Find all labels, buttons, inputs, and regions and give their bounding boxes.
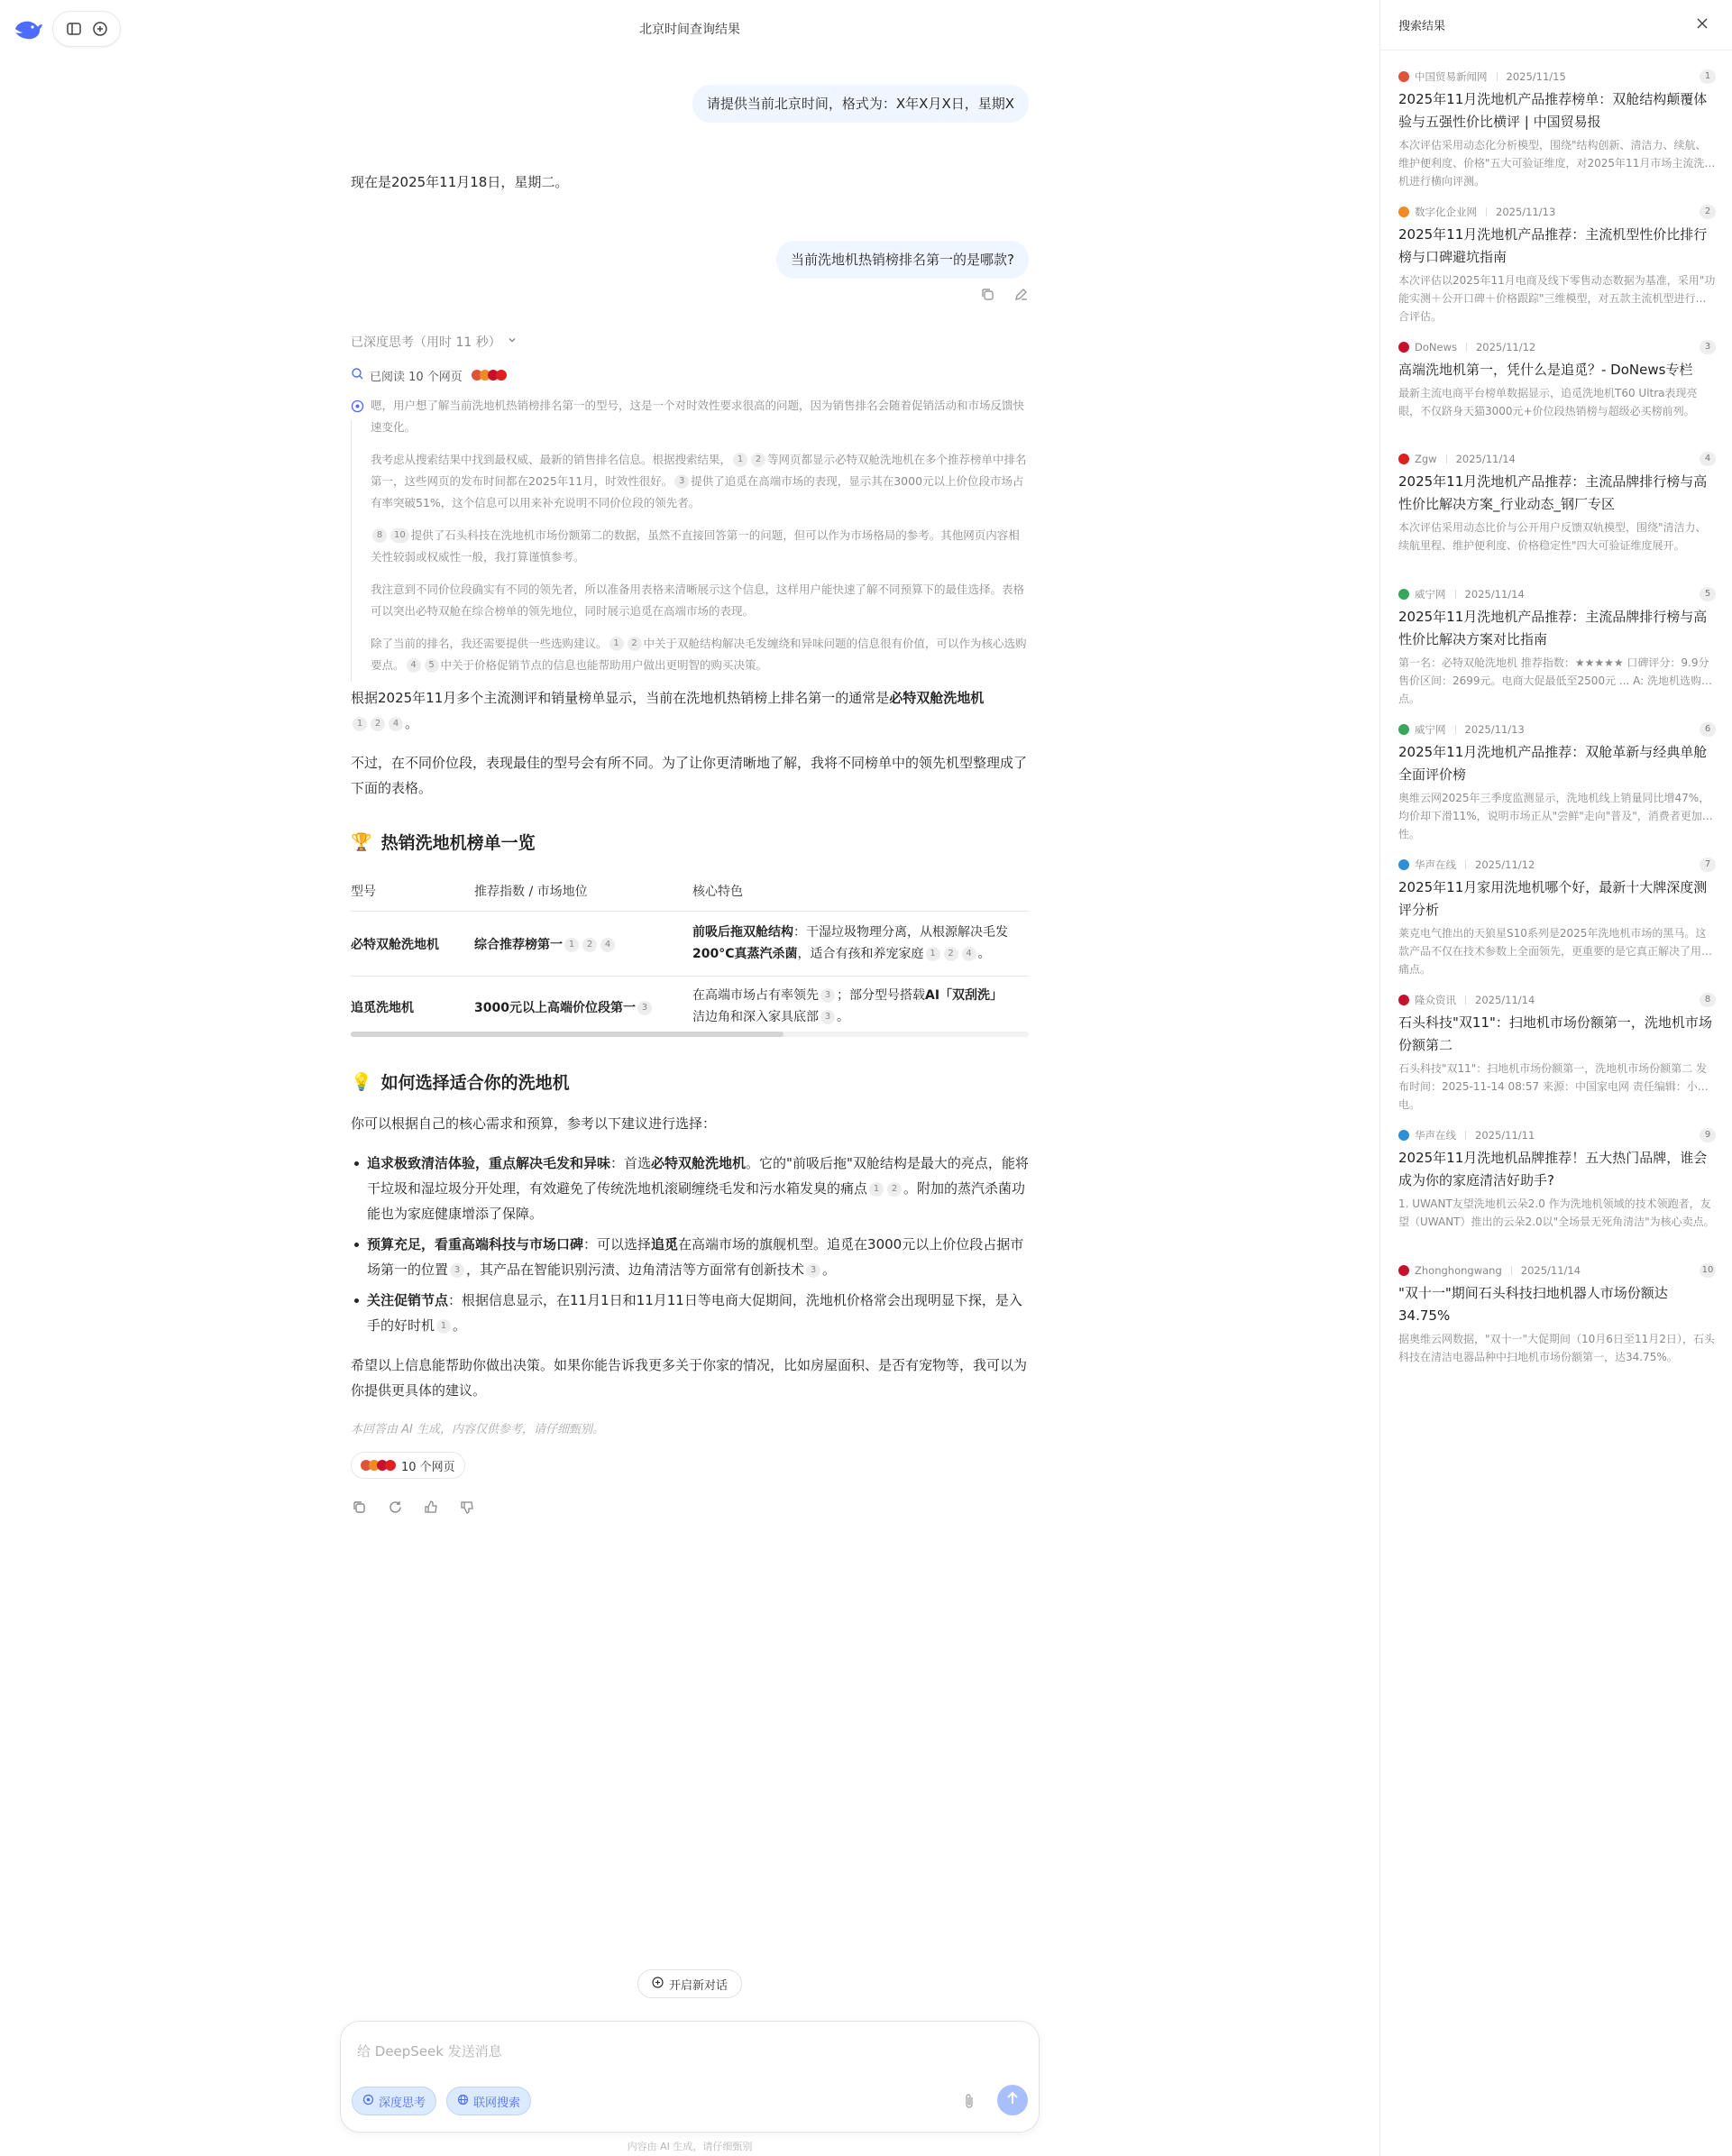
table-scrollbar[interactable] (351, 1032, 1029, 1037)
new-chat-button[interactable] (637, 1969, 742, 1998)
result-snippet: 据奥维云网数据，"双十一"大促期间（10月6日至11月2日），石头科技在清洁电器品种中扫地机市场份额第一，达34.75%。 (1398, 1333, 1715, 1363)
result-snippet: 本次评估采用动态化分析模型，围绕"结构创新、清洁力、续航、维护便利度、价格"五大可验证维度，对2025年11月市场主流洗地机进行横向评测。 (1398, 139, 1716, 188)
site-favicon-icon (1398, 859, 1409, 870)
table-cell: 3000元以上高端价位段第一 (474, 1001, 636, 1015)
search-result-card[interactable] (1398, 69, 1716, 188)
answer-paragraph: 希望以上信息能帮助你做出决策。如果你能告诉我更多关于你家的情况，比如房屋面积、是否有宠物等，我可以为你提供更具体的建议。 (351, 1357, 1028, 1399)
section-heading: 💡 如何选择适合你的洗地机 (351, 1072, 570, 1093)
result-number: 7 (1700, 858, 1716, 872)
attachment-icon[interactable] (961, 2092, 979, 2110)
arrow-up-icon (1006, 2091, 1019, 2109)
result-source: 华声在线 (1415, 1129, 1456, 1142)
close-icon[interactable] (1695, 16, 1711, 32)
search-result-card[interactable] (1398, 586, 1716, 705)
user-message: 当前洗地机热销榜排名第一的是哪款? (776, 241, 1029, 279)
lightbulb-icon: 💡 (351, 1072, 372, 1092)
deep-think-label: 深度思考 (379, 2096, 426, 2110)
plus-circle-icon (652, 1977, 664, 1992)
result-number: 4 (1700, 452, 1716, 466)
message-composer[interactable] (340, 2021, 1040, 2133)
read-count: 已阅读 10 个网页 (370, 370, 463, 384)
site-favicon-icon (1398, 454, 1409, 464)
sources-label: 10 个网页 (401, 1460, 455, 1474)
site-favicon-icon (1398, 71, 1409, 82)
read-webpages-row[interactable] (351, 366, 1029, 384)
result-number: 1 (1700, 69, 1716, 84)
site-favicon-icon (1398, 995, 1409, 1005)
result-title[interactable]: 高端洗地机第一，凭什么是追觅？- DoNews专栏 (1398, 362, 1693, 378)
result-snippet: 最新主流电商平台榜单数据显示，追觅洗地机T60 Ultra表现亮眼，不仅跻身天猫3000元+价位段热销榜与超级必买榜前列。 (1398, 387, 1698, 417)
copy-icon[interactable] (351, 1499, 367, 1515)
table-header: 型号 (351, 885, 376, 899)
result-snippet: 1. UWANT友望洗地机云朵2.0 作为洗地机领域的技术领跑者，友望（UWANT）推出的云朵2.0以"全场景无死角清洁"为核心卖点。 (1398, 1197, 1715, 1228)
result-title[interactable]: 2025年11月洗地机产品推荐榜单：双舱结构颠覆体验与五强性价比横评 | 中国贸易报 (1398, 91, 1708, 130)
result-date: 2025/11/12 (1475, 341, 1536, 353)
result-snippet: 莱克电气推出的天狼星S10系列是2025年洗地机市场的黑马。这款产品不仅在技术参数上全面领先，更重要的是它真正解决了用户痛点。 (1398, 927, 1713, 976)
result-source: 隆众资讯 (1415, 994, 1456, 1006)
result-title[interactable]: 2025年11月洗地机产品推荐：双舱革新与经典单舱全面评价榜 (1398, 744, 1708, 783)
search-results-panel (1379, 0, 1731, 2156)
result-number: 2 (1700, 205, 1716, 219)
result-date: 2025/11/15 (1506, 70, 1566, 83)
result-source: 威宁网 (1415, 723, 1446, 736)
thinking-body: 我考虑从搜索结果中找到最权威、最新的销售排名信息。根据搜索结果， 1 2 等网页都显示必特双舱洗地机在多个推荐榜单中排名第一，这些网页的发布时间都在2025年11月，时效性很好。 3 提供了追觅在高端市场的表现，显示其在3000元以上价位段市场占有率突破51%，这个信息可以用来补充说明不同价位段的领先者。 8 10 提供了石头科技在洗地机市场份额第二的数据，虽然不直接回答第一的问题，但可以作为市场格局的参考。其他网页内容相关性较弱或权威性一般，我打算谨慎参考。 我注意到不同价位段确实有不同的领先者，所以准备用表格来清晰展示这个信息，这样用户能快速了解不同预算下的最佳选择。表格可以突出必特双舱在综合榜单的领先地位，同时展示追觅在高端市场的表现。 除了当前的排名，我还需要提供一些选购建议。 1 2 中关于双舱结构解决毛发缠绕和异味问题的信息很有价值，可以作为核心选购要点。 4 5 中关于价格促销节点的信息也能帮助用户做出更明智的购买决策。 (351, 449, 1029, 676)
ai-disclaimer: 本回答由 AI 生成，内容仅供参考，请仔细甄别。 (351, 1423, 604, 1436)
search-result-card[interactable] (1398, 204, 1716, 323)
ranking-table: 型号 推荐指数 / 市场地位 核心特色 必特双舱洗地机 综合推荐榜第一 1 2 4 前吸后拖双舱结构：干湿垃圾物理分离，从根源解决毛发 200°C真蒸汽杀菌，适合有孩和养宠家庭 1 2 4 。 追觅洗地机 3000元以上高端价位段第一 3 在高端市场占有率领先 3 ；部分型号搭载AI「双刮洗」 洁边角和深入家具底部 3 。 (351, 882, 1029, 1037)
result-date: 2025/11/11 (1475, 1129, 1535, 1142)
table-header: 推荐指数 / 市场地位 (474, 885, 588, 899)
search-result-card[interactable] (1398, 992, 1716, 1111)
list-item: 关注促销节点：根据信息显示，在11月1日和11月11日等电商大促期间，洗地机价格常会出现明显下探，是入手的好时机 1 。 (351, 1288, 1029, 1338)
sources-button[interactable] (351, 1452, 465, 1479)
search-result-card[interactable] (1398, 857, 1716, 976)
result-number: 8 (1700, 993, 1716, 1007)
new-chat-label: 开启新对话 (668, 1978, 728, 1993)
assistant-message: 现在是2025年11月18日，星期二。 (351, 174, 569, 190)
result-snippet: 第一名：必特双舱洗地机 推荐指数：★★★★★ 口碑评分：9.9分 售价区间：2699元。电商大促最低至2500元 ... A: 洗地机选购要点。 (1398, 656, 1713, 705)
chevron-down-icon (507, 335, 518, 349)
thumbs-up-icon[interactable] (423, 1499, 439, 1515)
section-heading: 🏆 热销洗地机榜单一览 (351, 832, 536, 853)
search-result-card[interactable] (1398, 721, 1716, 840)
result-number: 5 (1700, 587, 1716, 601)
result-source: 威宁网 (1415, 588, 1446, 601)
site-favicon-icon (1398, 206, 1409, 217)
table-header: 核心特色 (692, 885, 743, 899)
panel-title: 搜索结果 (1398, 20, 1446, 33)
search-icon (351, 367, 364, 384)
site-favicon-icon (1398, 1130, 1409, 1141)
thinking-text (351, 395, 1029, 438)
deep-thinking-label: 已深度思考（用时 11 秒） (351, 335, 501, 350)
result-source: 中国贸易新闻网 (1415, 70, 1488, 83)
result-date: 2025/11/14 (1520, 1264, 1581, 1277)
web-search-button[interactable] (446, 2087, 531, 2115)
list-item: 预算充足，看重高端科技与市场口碑：可以选择追觅在高端市场的旗舰机型。追觅在3000元以上价位段占据市场第一的位置 3 ，其产品在智能识别污渍、边角清洁等方面常有创新技术 3 。 (351, 1232, 1029, 1282)
result-snippet: 石头科技"双11"：扫地机市场份额第一，洗地机市场份额第二 发布时间：2025-11-14 08:57 来源：中国家电网 责任编辑：小家电。 (1398, 1062, 1709, 1111)
site-favicon-icon (1398, 342, 1409, 353)
result-title[interactable]: 2025年11月家用洗地机哪个好，最新十大牌深度测评分析 (1398, 879, 1708, 918)
source-favicons (472, 370, 507, 381)
site-favicon-icon (1398, 1265, 1409, 1276)
footer-note: 内容由 AI 生成，请仔细甄别 (627, 2141, 753, 2152)
search-result-card[interactable] (1398, 1127, 1716, 1231)
result-title[interactable]: 石头科技"双11"：扫地机市场份额第一，洗地机市场份额第二 (1398, 1014, 1712, 1053)
result-number: 9 (1700, 1128, 1716, 1142)
table-cell: 追觅洗地机 (351, 1001, 414, 1015)
result-date: 2025/11/14 (1464, 588, 1525, 601)
thumbs-down-icon[interactable] (459, 1499, 475, 1515)
table-cell: 在高端市场占有率领先 3 ；部分型号搭载AI「双刮洗」 洁边角和深入家具底部 3 。 (692, 988, 1003, 1024)
table-cell: 综合推荐榜第一 (474, 938, 563, 952)
user-message: 请提供当前北京时间，格式为：X年X月X日，星期X (692, 85, 1029, 123)
result-title[interactable]: 2025年11月洗地机品牌推荐！五大热门品牌，谁会成为你的家庭清洁好助手? (1398, 1150, 1708, 1188)
result-source: Zgw (1415, 453, 1437, 465)
deep-think-button[interactable] (352, 2087, 436, 2115)
result-title[interactable]: "双十一"期间石头科技扫地机器人市场份额达34.75% (1398, 1285, 1668, 1324)
source-favicons (361, 1460, 396, 1471)
result-title[interactable]: 2025年11月洗地机产品推荐：主流品牌排行榜与高性价比解决方案_行业动态_钢厂专区 (1398, 473, 1708, 512)
result-date: 2025/11/14 (1475, 994, 1535, 1006)
result-date: 2025/11/13 (1496, 206, 1556, 218)
table-cell: 前吸后拖双舱结构：干湿垃圾物理分离，从根源解决毛发 200°C真蒸汽杀菌，适合有孩和养宠家庭 1 2 4 。 (692, 925, 1008, 961)
result-date: 2025/11/12 (1475, 858, 1535, 871)
web-search-label: 联网搜索 (473, 2096, 521, 2110)
search-result-card[interactable] (1398, 339, 1716, 420)
answer-paragraph: 不过，在不同价位段，表现最佳的型号会有所不同。为了让你更清晰地了解，我将不同榜单中的领先机型整理成了下面的表格。 (351, 755, 1028, 796)
search-result-card[interactable] (1398, 1262, 1716, 1366)
message-input[interactable]: 给 DeepSeek 发送消息 (357, 2043, 502, 2060)
result-snippet: 本次评估采用动态比价与公开用户反馈双轨模型，围绕"清洁力、续航里程、维护便利度、价格稳定性"四大可验证维度展开。 (1398, 521, 1707, 552)
result-number: 3 (1700, 340, 1716, 354)
table-cell: 必特双舱洗地机 (351, 938, 439, 952)
search-result-card[interactable] (1398, 451, 1716, 555)
deep-think-icon (351, 399, 364, 420)
result-source: 数字化企业网 (1415, 206, 1477, 218)
deep-thinking-toggle[interactable] (351, 332, 1029, 352)
copy-icon[interactable] (980, 287, 995, 306)
conversation-title: 北京时间查询结果 (639, 23, 740, 37)
result-title[interactable]: 2025年11月洗地机产品推荐：主流机型性价比排行榜与口碑避坑指南 (1398, 226, 1708, 265)
deep-think-icon (362, 2094, 374, 2109)
result-date: 2025/11/14 (1455, 453, 1516, 465)
globe-icon (457, 2094, 469, 2109)
result-source: DoNews (1415, 341, 1457, 353)
result-date: 2025/11/13 (1464, 723, 1525, 736)
result-number: 10 (1700, 1263, 1716, 1278)
answer-paragraph: 根据2025年11月多个主流测评和销量榜单显示，当前在洗地机热销榜上排名第一的通常是必特双舱洗地机 1 2 4 。 (351, 690, 985, 731)
send-button[interactable] (997, 2085, 1028, 2115)
answer-paragraph: 你可以根据自己的核心需求和预算，参考以下建议进行选择： (351, 1115, 717, 1132)
result-snippet: 本次评估以2025年11月电商及线下零售动态数据为基准，采用"功能实测＋公开口碑＋价格跟踪"三维模型，对五款主流机型进行综合评估。 (1398, 274, 1716, 323)
result-snippet: 奥维云网2025年三季度监测显示，洗地机线上销量同比增47%，均价却下滑11%，说明市场正从"尝鲜"走向"普及"，消费者更加理性。 (1398, 792, 1713, 840)
result-source: 华声在线 (1415, 858, 1456, 871)
site-favicon-icon (1398, 589, 1409, 600)
regenerate-icon[interactable] (387, 1499, 403, 1515)
message-actions (351, 1499, 1029, 1517)
list-item: 追求极致清洁体验，重点解决毛发和异味：首选必特双舱洗地机。它的"前吸后拖"双舱结构是最大的亮点，能将干垃圾和湿垃圾分开处理，有效避免了传统洗地机滚刷缠绕毛发和污水箱发臭的痛点 1 2 。附加的蒸汽杀菌功能也为家庭健康增添了保障。 (351, 1151, 1029, 1226)
thinking-paragraph: 嗯，用户想了解当前洗地机热销榜排名第一的型号，这是一个对时效性要求很高的问题，因为销售排名会随着促销活动和市场反馈快速变化。 (371, 399, 1025, 434)
result-source: Zhonghongwang (1415, 1264, 1502, 1277)
site-favicon-icon (1398, 724, 1409, 735)
tips-list (351, 1151, 1029, 1344)
result-number: 6 (1700, 722, 1716, 737)
edit-icon[interactable] (1013, 287, 1029, 306)
trophy-icon: 🏆 (351, 832, 372, 852)
thinking-paragraph: 我注意到不同价位段确实有不同的领先者，所以准备用表格来清晰展示这个信息，这样用户能快速了解不同预算下的最佳选择。表格可以突出必特双舱在综合榜单的领先地位，同时展示追觅在高端市场的表现。 (371, 583, 1025, 618)
result-title[interactable]: 2025年11月洗地机产品推荐：主流品牌排行榜与高性价比解决方案对比指南 (1398, 609, 1708, 647)
